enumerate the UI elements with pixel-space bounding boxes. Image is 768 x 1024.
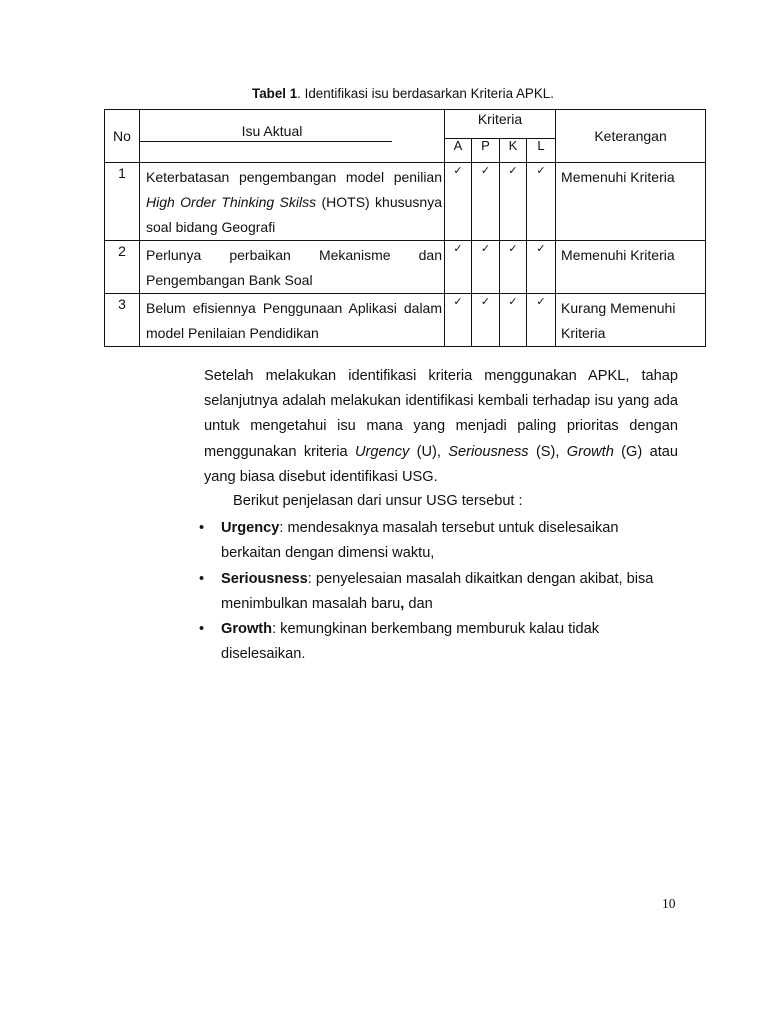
isu-italic-text: High Order Thinking Skilss	[146, 194, 317, 210]
term-growth: Growth	[566, 443, 614, 460]
header-isu-label: Isu Aktual	[241, 123, 303, 139]
paragraph-text: (S),	[528, 443, 567, 460]
header-kriteria: Kriteria	[445, 110, 556, 139]
paragraph-text: (U),	[409, 443, 449, 460]
header-no: No	[105, 110, 140, 163]
header-keterangan: Keterangan	[556, 110, 706, 163]
caption-text: . Identifikasi isu berdasarkan Kriteria APKL.	[297, 86, 554, 101]
bullet-bold-comma: ,	[400, 595, 405, 612]
row-number: 2	[105, 241, 140, 294]
isu-text: Keterbatasan pengembangan model penilian	[146, 169, 442, 185]
row-keterangan: Memenuhi Kriteria	[556, 163, 706, 241]
bullet-desc: : mendesaknya masalah tersebut untuk diselesaikan berkaitan dengan dimensi waktu,	[221, 520, 619, 562]
row-number: 3	[105, 294, 140, 347]
row-isu: Belum efisiennya Penggunaan Aplikasi dalam model Penilaian Pendidikan	[140, 294, 445, 347]
check-icon: ✓	[500, 163, 527, 241]
check-icon: ✓	[472, 163, 500, 241]
paragraph-text: Setelah melakukan identifikasi kriteria menggunakan APKL, tahap selanjutnya adalah melakukan identifikasi kembali terhadap isu yang ada untuk mengetahui isu mana yang menjadi paling prioritas dengan menggunakan kriteria	[204, 368, 678, 460]
row-number: 1	[105, 163, 140, 241]
row-isu	[140, 163, 445, 241]
table-row	[105, 294, 706, 347]
header-p: P	[472, 139, 500, 163]
check-icon: ✓	[500, 241, 527, 294]
bullet-desc: : kemungkinan berkembang memburuk kalau tidak diselesaikan.	[221, 621, 599, 663]
header-a: A	[445, 139, 472, 163]
table-row	[105, 241, 706, 294]
header-l: L	[527, 139, 556, 163]
check-icon: ✓	[445, 241, 472, 294]
bullet-icon: •	[199, 520, 205, 536]
row-keterangan: Memenuhi Kriteria	[556, 241, 706, 294]
check-icon: ✓	[472, 241, 500, 294]
page-number: 10	[662, 896, 676, 911]
table-header-row	[105, 110, 706, 139]
row-isu: Perlunya perbaikan Mekanisme dan Pengembangan Bank Soal	[140, 241, 445, 294]
apkl-table	[104, 109, 706, 347]
term-seriousness: Seriousness	[448, 443, 529, 460]
isu-text: (HOTS) khususnya soal bidang Geografi	[146, 194, 442, 235]
bullet-term: Seriousness	[221, 570, 308, 587]
paragraph-usg-lead: Berikut penjelasan dari unsur USG tersebut :	[233, 493, 523, 509]
header-isu-aktual	[140, 110, 445, 163]
check-icon: ✓	[472, 294, 500, 347]
check-icon: ✓	[445, 163, 472, 241]
bullet-term: Urgency	[221, 520, 280, 536]
usg-bullet-list	[196, 516, 678, 668]
paragraph-usg-intro	[204, 364, 678, 490]
header-underline	[140, 141, 392, 142]
caption-label: Tabel 1	[252, 86, 298, 101]
table-row	[105, 163, 706, 241]
term-urgency: Urgency	[354, 443, 410, 460]
row-keterangan: Kurang Memenuhi Kriteria	[556, 294, 706, 347]
check-icon: ✓	[527, 294, 556, 347]
bullet-term: Growth	[221, 621, 273, 638]
list-item	[196, 516, 678, 567]
check-icon: ✓	[445, 294, 472, 347]
check-icon: ✓	[527, 241, 556, 294]
list-item	[196, 567, 678, 618]
bullet-tail: dan	[404, 595, 433, 612]
bullet-desc: : penyelesaian masalah dikaitkan dengan akibat, bisa menimbulkan masalah baru	[221, 570, 654, 612]
header-k: K	[500, 139, 527, 163]
bullet-icon: •	[199, 570, 205, 587]
list-item	[196, 617, 678, 668]
bullet-icon: •	[199, 621, 205, 638]
paragraph-text: (G) atau yang biasa disebut identifikasi USG.	[204, 443, 678, 485]
table-caption	[0, 86, 768, 101]
check-icon: ✓	[500, 294, 527, 347]
check-icon: ✓	[527, 163, 556, 241]
